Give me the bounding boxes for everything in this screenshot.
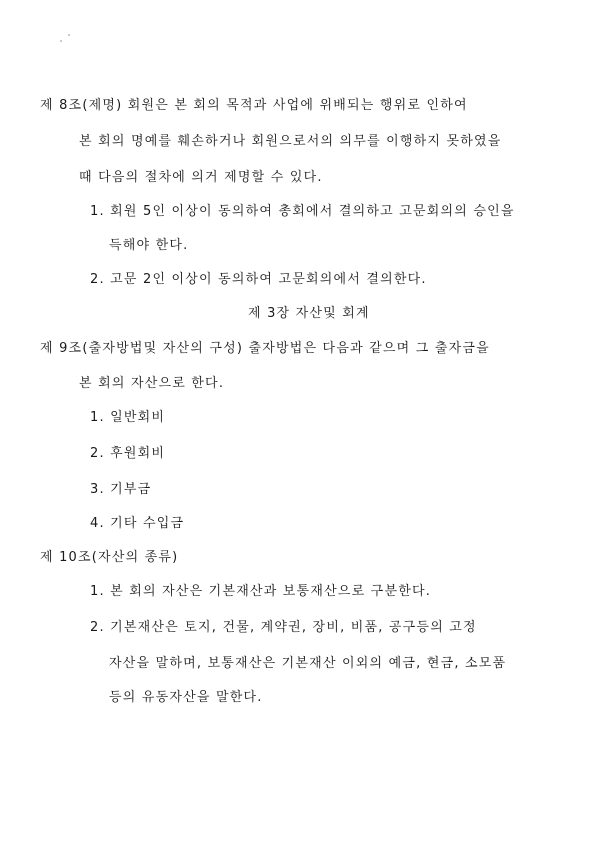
article-9-item: 4. 기타 수입금: [90, 516, 185, 531]
article-9-item: 1. 일반회비: [90, 410, 166, 425]
article-10-item-2-line-1: 2. 기본재산은 토지, 건물, 계약권, 장비, 비품, 공구등의 고정: [90, 620, 477, 635]
article-8-item-1-line-1: 1. 회원 5인 이상이 동의하여 총회에서 결의하고 고문회의의 승인을: [90, 204, 515, 219]
article-10-title: 제 10조(자산의 종류): [40, 550, 179, 565]
article-9-item: 2. 후원회비: [90, 446, 166, 461]
article-9-line-2: 본 회의 자산으로 한다.: [79, 376, 225, 391]
article-10-item-1: 1. 본 회의 자산은 기본재산과 보통재산으로 구분한다.: [90, 584, 432, 599]
article-8-line-1: 제 8조(제명) 회원은 본 회의 목적과 사업에 위배되는 행위로 인하여: [40, 98, 468, 113]
article-10-item-2-line-3: 등의 유동자산을 말한다.: [109, 690, 263, 705]
article-10-item-2-line-2: 자산을 말하며, 보통재산은 기본재산 이외의 예금, 현금, 소모품: [109, 656, 507, 671]
article-8-item-1-line-2: 득해야 한다.: [109, 238, 189, 253]
chapter-3-heading: 제 3장 자산및 회계: [248, 306, 370, 321]
scan-speck: [68, 34, 70, 36]
article-9-item: 3. 기부금: [90, 482, 152, 497]
article-8-item-2: 2. 고문 2인 이상이 동의하여 고문회의에서 결의한다.: [90, 272, 427, 287]
scan-speck: [60, 40, 62, 42]
article-8-line-3: 때 다음의 절차에 의거 제명할 수 있다.: [79, 170, 323, 185]
article-9-line-1: 제 9조(출자방법및 자산의 구성) 출자방법은 다음과 같으며 그 출자금을: [40, 341, 490, 356]
article-8-line-2: 본 회의 명예를 훼손하거나 회원으로서의 의무를 이행하지 못하였을: [79, 134, 502, 149]
